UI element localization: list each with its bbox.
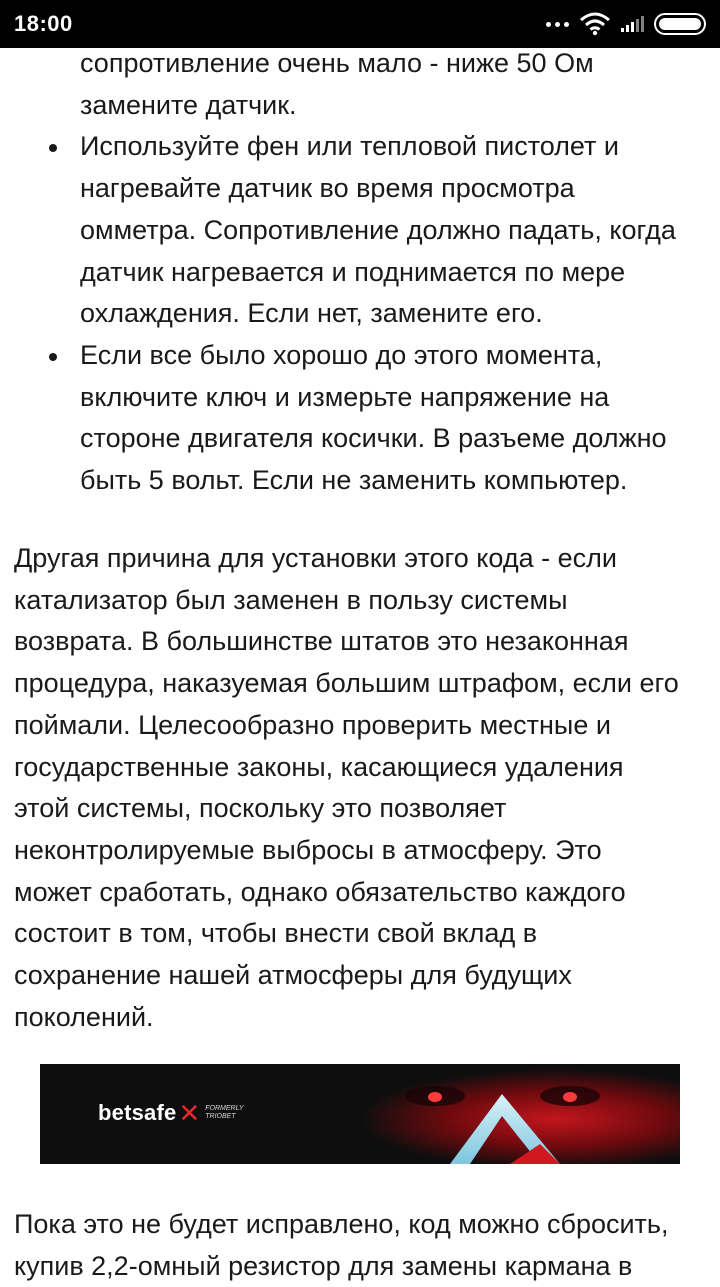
bullet-text: омметра. Сопротивление должно падать, когда	[80, 214, 676, 245]
bullet-line	[0, 460, 720, 502]
bullet-line	[0, 168, 720, 210]
bullet-text: сопротивление очень мало - ниже 50 Ом	[80, 48, 594, 78]
paragraph-line: может сработать, однако обязательство каждого	[14, 876, 626, 907]
paragraph-line: процедура, наказуемая большим штрафом, если его	[14, 668, 679, 699]
paragraph-line: Другая причина для установки этого кода - если	[14, 543, 617, 573]
status-icons	[546, 12, 706, 36]
bullet-text: быть 5 вольт. Если не заменить компьютер.	[80, 465, 628, 496]
cell-signal-icon	[621, 16, 644, 32]
paragraph-line: поймали. Целесообразно проверить местные и	[14, 709, 611, 740]
ad-banner[interactable]	[40, 1064, 680, 1164]
paragraph-line: неконтролируемые выбросы в атмосферу. Это	[14, 834, 602, 865]
battery-icon	[654, 13, 706, 35]
bullet-line	[0, 335, 720, 377]
paragraph-line: этой системы, поскольку это позволяет	[14, 793, 507, 824]
bullet-text: Если все было хорошо до этого момента,	[80, 339, 603, 370]
bullet-text: нагревайте датчик во время просмотра	[80, 173, 575, 204]
paragraph-line: поколений.	[14, 1001, 154, 1032]
bullet-list	[0, 43, 720, 502]
ad-brand-name: betsafe	[98, 1100, 177, 1125]
bullet-line	[0, 377, 720, 419]
paragraph-line: сохранение нашей атмосферы для будущих	[14, 960, 572, 991]
bullet-text: включите ключ и измерьте напряжение на	[80, 381, 610, 412]
paragraph-line: состоит в том, чтобы внести свой вклад в	[14, 918, 538, 949]
bullet-line	[0, 85, 720, 127]
status-bar	[0, 0, 720, 48]
ad-tagline: FORMERLY TRIOBET	[205, 1105, 244, 1120]
brand-x-icon: ✕	[178, 1098, 201, 1128]
bullet-line	[0, 43, 720, 85]
bullet-text: замените датчик.	[80, 89, 297, 120]
article-paragraph	[14, 538, 714, 1038]
bullet-text: датчик нагревается и поднимается по мере	[80, 256, 626, 287]
bullet-text: стороне двигателя косички. В разъеме должно	[80, 423, 667, 454]
paragraph-line: катализатор был заменен в пользу системы	[14, 584, 568, 615]
bullet-text: Используйте фен или тепловой пистолет и	[80, 131, 619, 162]
bullet-icon	[49, 353, 57, 361]
paragraph-line: Пока это не будет исправлено, код можно сбросить,	[14, 1209, 669, 1239]
bullet-line	[0, 210, 720, 252]
bullet-icon	[49, 144, 57, 152]
ad-logo	[98, 1100, 257, 1126]
more-notifications-icon	[546, 22, 569, 27]
bullet-line	[0, 293, 720, 335]
paragraph-line: возврата. В большинстве штатов это незаконная	[14, 626, 629, 657]
bullet-line	[0, 418, 720, 460]
bullet-line	[0, 252, 720, 294]
bullet-line	[0, 126, 720, 168]
article-paragraph	[14, 1204, 714, 1287]
bullet-text: охлаждения. Если нет, замените его.	[80, 298, 543, 329]
paragraph-line: государственные законы, касающиеся удаления	[14, 751, 624, 782]
status-time: 18:00	[14, 11, 73, 36]
wifi-icon	[579, 12, 611, 36]
paragraph-line: купив 2,2-омный резистор для замены кармана в	[14, 1250, 633, 1281]
